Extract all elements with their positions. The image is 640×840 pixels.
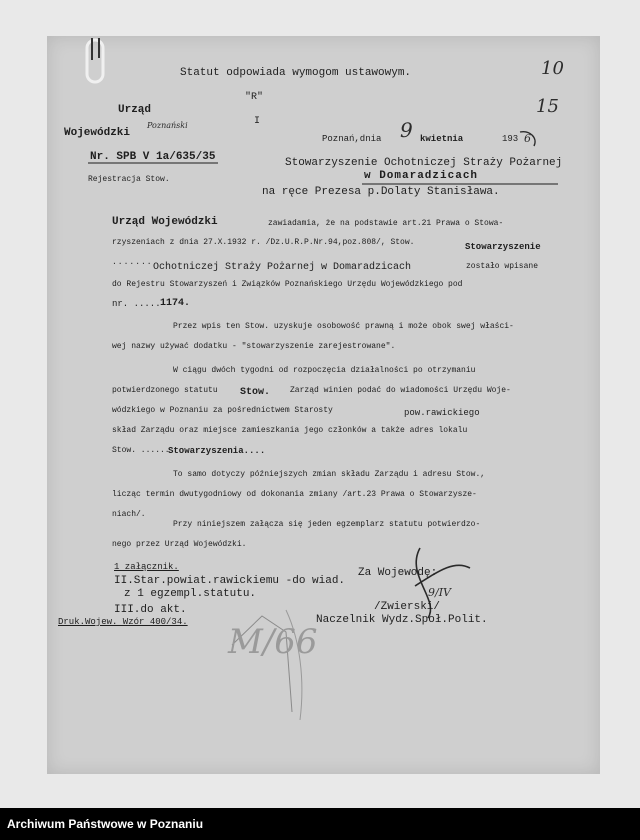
office-line2: Wojewódzki <box>64 127 131 139</box>
date-day: 9 <box>400 118 413 142</box>
para3-line3-insert: pow.rawickiego <box>404 408 480 418</box>
reference-number: Nr. SPB V 1a/635/35 <box>90 151 216 163</box>
distribution-line1: II.Star.powiat.rawickiemu -do wiad. <box>114 575 346 587</box>
margin-handwriting: M/66 <box>228 622 318 662</box>
body-line3-insert: Ochotniczej Straży Pożarnej w Domaradzicach <box>153 262 412 273</box>
para4-line2: licząc termin dwutygodniowy od dokonania zmiany /art.23 Prawa o Stowarzysze- <box>112 490 477 499</box>
para3-line5-insert: Stowarzyszenia.... <box>168 446 266 456</box>
signature-title: Naczelnik Wydz.Społ.Polit. <box>316 614 488 626</box>
signature-name: /Zwierski/ <box>374 601 441 613</box>
mark-r: "R" <box>245 92 264 103</box>
signature-hand-date: 9/IV <box>428 586 451 599</box>
mark-i: I <box>254 116 261 127</box>
para4-line3: niach/. <box>112 510 146 519</box>
body-line4: do Rejestru Stowarzyszeń i Związków Poznańskiego Urzędu Wojewódzkiego pod <box>112 280 463 289</box>
signature-prefix: Za Wojewodę: <box>358 567 438 579</box>
para4-line1: To samo dotyczy późniejszych zmian składu Zarządu i adresu Stow., <box>173 470 486 479</box>
body-line2-insert: Stowarzyszenie <box>465 242 541 252</box>
place-date-prefix: Poznań,dnia <box>322 134 382 144</box>
para3-line2-insert: Stow. <box>240 387 271 398</box>
form-identifier: Druk.Wojew. Wzór 400/34. <box>58 617 188 627</box>
para3-line4: skład Zarządu oraz miejsce zamieszkania jego członków a także adres lokalu <box>112 426 468 435</box>
statute-note: Statut odpowiada wymogom ustawowym. <box>180 67 412 79</box>
office-handwritten-city: Poznański <box>147 121 188 130</box>
archive-number: 10 <box>541 58 564 79</box>
body-line5-prefix: nr. ..... <box>112 299 161 309</box>
date-month: kwietnia <box>420 134 464 144</box>
para3-line3: wódzkiego w Poznaniu za pośrednictwem Starosty <box>112 406 333 415</box>
archive-name: Archiwum Państwowe w Poznaniu <box>7 817 204 831</box>
recipient-line1: Stowarzyszenie Ochotniczej Straży Pożarnej <box>285 157 563 169</box>
date-year-prefix: 193 <box>502 134 519 144</box>
para3-line5-prefix: Stow. ...... <box>112 446 170 455</box>
body-line2: rzyszeniach z dnia 27.X.1932 r. /Dz.U.R.P.Nr.94,poz.808/, Stow. <box>112 238 415 247</box>
page-number: 15 <box>536 96 559 117</box>
date-year-suffix: 6 <box>524 132 531 145</box>
register-number: 1174. <box>160 298 191 309</box>
para2-line2: wej nazwy używać dodatku - "stowarzyszenie zarejestrowane". <box>112 342 396 351</box>
body-line3-dots: ....... <box>112 258 153 267</box>
para3-line2b: Zarząd winien podać do wiadomości Urzędu Woje- <box>290 386 511 395</box>
enclosure-note: 1 załącznik. <box>114 562 179 572</box>
para5-line2: nego przez Urząd Wojewódzki. <box>112 540 247 549</box>
body-line1: zawiadamia, że na podstawie art.21 Prawa o Stowa- <box>268 219 504 228</box>
archive-footer <box>0 808 640 840</box>
binder-clip <box>87 40 103 82</box>
distribution-line2: z 1 egzempl.statutu. <box>124 588 257 600</box>
recipient-line2: w Domaradzicach <box>364 170 479 182</box>
distribution-line3: III.do akt. <box>114 604 187 616</box>
reference-sub: Rejestracja Stow. <box>88 175 170 184</box>
para5-line1: Przy niniejszem załącza się jeden egzemplarz statutu potwierdzo- <box>173 520 481 529</box>
para2-line1: Przez wpis ten Stow. uzyskuje osobowość prawną i może obok swej właści- <box>173 322 514 331</box>
recipient-line3: na ręce Prezesa p.Dolaty Stanisława. <box>262 186 500 198</box>
para3-line1: W ciągu dwóch tygodni od rozpoczęcia działalności po otrzymaniu <box>173 366 476 375</box>
body-heading: Urząd Wojewódzki <box>112 216 218 228</box>
body-line3-end: zostało wpisane <box>466 262 539 271</box>
office-line1: Urząd <box>118 104 152 116</box>
para3-line2a: potwierdzonego statutu <box>112 386 218 395</box>
